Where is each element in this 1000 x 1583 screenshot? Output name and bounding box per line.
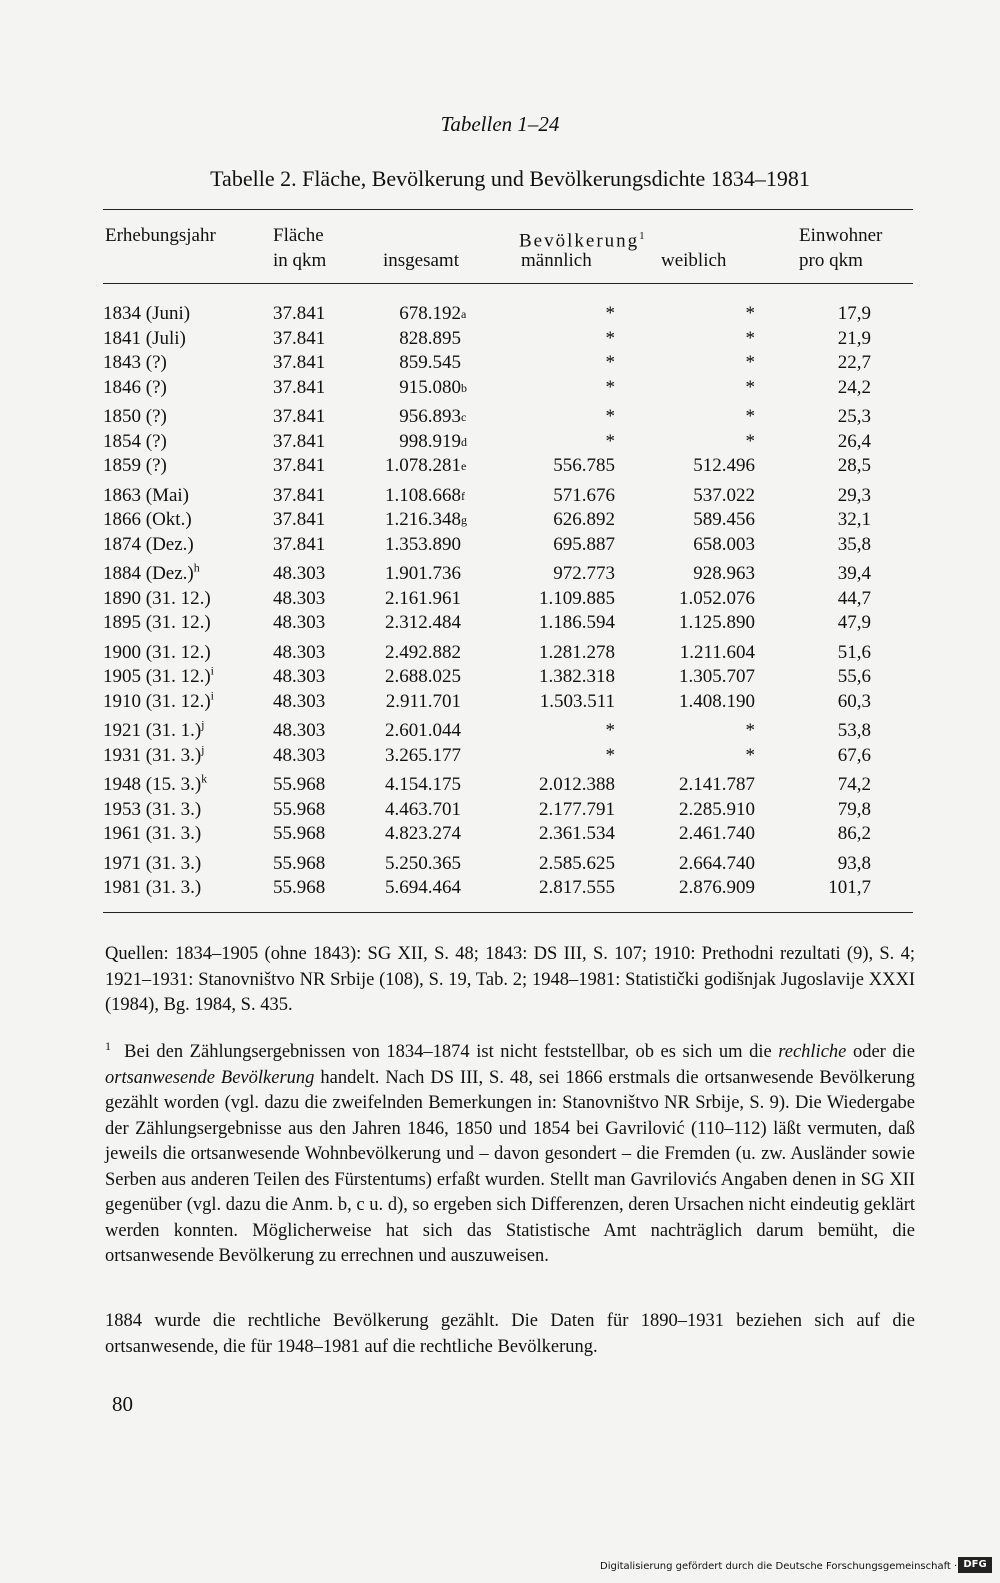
table-header-rule <box>103 283 913 284</box>
cell-year-text: 1859 (?) <box>103 455 167 476</box>
cell-year <box>103 714 273 744</box>
cell-year-text: 1854 (?) <box>103 430 167 452</box>
cell-area: 48.303 <box>273 690 326 712</box>
cell-year-footnote-mark: k <box>201 771 208 786</box>
cell-female: 2.285.910 <box>679 798 755 820</box>
cell-year-footnote-mark: h <box>193 560 200 575</box>
cell-year-text: 1874 (Dez.) <box>103 533 194 555</box>
cell-area: 37.841 <box>273 406 326 427</box>
cell-density: 17,9 <box>837 303 871 324</box>
cell-male: 2.177.791 <box>539 798 615 820</box>
cell-male: * <box>605 406 615 427</box>
cell-total-footnote-mark <box>461 847 481 877</box>
footnote-text-start: Bei den Zählungsergebnissen von 1834–1874 ist nicht feststellbar, ob es sich um die <box>124 1042 779 1062</box>
cell-female: * <box>745 303 755 324</box>
cell-density: 74,2 <box>837 774 871 795</box>
cell-year <box>103 636 273 666</box>
cell-year <box>103 744 273 769</box>
cell-year <box>103 400 273 430</box>
footnote-paragraph-2: 1884 wurde die rechtliche Bevölkerung gezählt. Die Daten für 1890–1931 beziehen sich auf die ortsanwesende, die für 1948–1981 auf die rechtliche Bevölkerung. <box>105 1311 915 1357</box>
cell-year-text: 1895 (31. 12.) <box>103 612 211 633</box>
table-row <box>103 744 871 769</box>
cell-total: 1.901.736 <box>385 563 461 584</box>
cell-area: 48.303 <box>273 612 326 633</box>
table-row <box>103 798 871 823</box>
cell-year-text: 1931 (31. 3.) <box>103 744 202 766</box>
table-row <box>103 876 871 901</box>
cell-total-footnote-mark: b <box>461 380 467 395</box>
cell-year-footnote-mark: j <box>201 742 205 757</box>
cell-male: 2.012.388 <box>539 774 615 795</box>
cell-density: 29,3 <box>837 484 871 506</box>
header-area-line1: Fläche <box>273 225 324 246</box>
cell-total-footnote-mark <box>461 351 481 376</box>
running-head: Tabellen 1–24 <box>440 112 560 136</box>
population-table <box>103 302 871 901</box>
cell-density: 28,5 <box>837 455 871 476</box>
cell-year <box>103 479 273 509</box>
cell-density: 21,9 <box>837 327 871 349</box>
cell-year-text: 1921 (31. 1.) <box>103 720 202 741</box>
cell-density: 25,3 <box>837 406 871 427</box>
cell-year <box>103 798 273 823</box>
cell-female: 512.496 <box>693 455 755 476</box>
cell-female: 658.003 <box>693 533 755 555</box>
cell-area: 37.841 <box>273 327 326 349</box>
cell-total: 1.353.890 <box>385 533 461 555</box>
header-density-line1: Einwohner <box>799 225 883 246</box>
header-total: insgesamt <box>383 250 459 271</box>
cell-total: 4.823.274 <box>385 823 461 844</box>
table-row <box>103 768 871 798</box>
cell-total-footnote-mark <box>461 768 481 798</box>
footnote-italic-rechliche: rechliche <box>778 1042 847 1062</box>
cell-area: 37.841 <box>273 455 326 476</box>
cell-year-text: 1863 (Mai) <box>103 484 190 506</box>
cell-male: * <box>605 430 615 452</box>
cell-total-footnote-mark <box>461 587 481 612</box>
cell-male: 571.676 <box>553 484 615 506</box>
table-row <box>103 611 871 636</box>
cell-density: 22,7 <box>837 352 871 373</box>
cell-area: 48.303 <box>273 563 326 584</box>
cell-total: 859.545 <box>399 352 461 373</box>
cell-total: 1.078.281 <box>385 455 461 476</box>
cell-area: 55.968 <box>273 823 326 844</box>
table-row <box>103 533 871 558</box>
header-male: männlich <box>521 250 592 271</box>
cell-male: 556.785 <box>553 455 615 476</box>
cell-area: 55.968 <box>273 798 326 820</box>
cell-year <box>103 611 273 636</box>
cell-area: 37.841 <box>273 484 326 506</box>
cell-year-text: 1834 (Juni) <box>103 303 191 324</box>
cell-total: 998.919 <box>399 430 461 452</box>
footnote-italic-ortsanwesende: ortsanwesende Bevölkerung <box>105 1067 315 1088</box>
cell-female: * <box>745 744 755 766</box>
cell-density: 26,4 <box>837 430 871 452</box>
cell-year-text: 1953 (31. 3.) <box>103 798 202 820</box>
cell-area: 55.968 <box>273 852 326 874</box>
cell-density: 67,6 <box>837 744 871 766</box>
table-row <box>103 714 871 744</box>
cell-density: 44,7 <box>837 587 871 609</box>
cell-year <box>103 430 273 455</box>
cell-year-text: 1900 (31. 12.) <box>103 641 211 663</box>
cell-density: 79,8 <box>837 798 871 820</box>
cell-male: 626.892 <box>553 509 615 530</box>
digitization-note: Digitalisierung gefördert durch die Deutsche Forschungsgemeinschaft · <box>600 1561 958 1572</box>
cell-male: 2.361.534 <box>539 823 615 844</box>
cell-density: 86,2 <box>837 823 871 844</box>
cell-density: 51,6 <box>837 641 871 663</box>
cell-year-text: 1850 (?) <box>103 406 167 427</box>
cell-male: 1.109.885 <box>539 587 615 609</box>
table-row <box>103 479 871 509</box>
cell-female: * <box>745 430 755 452</box>
cell-year <box>103 847 273 877</box>
cell-year <box>103 876 273 901</box>
cell-female: 1.052.076 <box>679 587 755 609</box>
cell-area: 37.841 <box>273 376 326 398</box>
cell-year-text: 1948 (15. 3.) <box>103 774 202 795</box>
cell-female: 1.305.707 <box>679 666 755 687</box>
cell-total: 2.492.882 <box>385 641 461 663</box>
cell-total: 1.216.348 <box>385 509 461 530</box>
table-row <box>103 557 871 587</box>
table-row <box>103 847 871 877</box>
cell-total-footnote-mark <box>461 636 481 666</box>
cell-year <box>103 302 273 327</box>
cell-female: 2.461.740 <box>679 823 755 844</box>
cell-male: 2.817.555 <box>539 877 615 898</box>
cell-total: 2.911.701 <box>385 690 461 712</box>
cell-male: * <box>605 352 615 373</box>
cell-total-footnote-mark <box>461 611 481 636</box>
cell-total-footnote-mark <box>461 557 481 587</box>
cell-total: 828.895 <box>399 327 461 349</box>
cell-total-footnote-mark <box>461 714 481 744</box>
cell-year <box>103 587 273 612</box>
footnote-mark: 1 <box>105 1038 111 1053</box>
cell-total-footnote-mark <box>461 533 481 558</box>
cell-female: * <box>745 352 755 373</box>
cell-year-text: 1890 (31. 12.) <box>103 587 211 609</box>
table-top-rule <box>103 209 913 210</box>
cell-density: 55,6 <box>837 666 871 687</box>
cell-area: 37.841 <box>273 430 326 452</box>
table-row <box>103 454 871 479</box>
cell-total: 2.688.025 <box>385 666 461 687</box>
cell-total-footnote-mark: e <box>461 459 467 473</box>
cell-area: 48.303 <box>273 587 326 609</box>
cell-male: 1.382.318 <box>539 666 615 687</box>
table-row <box>103 430 871 455</box>
cell-total-footnote-mark: c <box>461 410 467 424</box>
cell-area: 37.841 <box>273 509 326 530</box>
cell-female: 1.211.604 <box>679 641 755 663</box>
header-population-label: Bevölkerung <box>519 230 640 252</box>
cell-density: 39,4 <box>837 563 871 584</box>
cell-male: 1.503.511 <box>539 690 615 712</box>
cell-density: 60,3 <box>837 690 871 712</box>
header-female: weiblich <box>661 250 727 271</box>
header-population-mark: 1 <box>639 230 645 242</box>
cell-female: * <box>745 406 755 427</box>
cell-total: 678.192 <box>399 303 461 324</box>
cell-male: * <box>605 376 615 398</box>
cell-year <box>103 327 273 352</box>
sources-note: Quellen: 1834–1905 (ohne 1843): SG XII, S. 48; 1843: DS III, S. 107; 1910: Prethodni rezultati (9), S. 4; 1921–1931: Stanovništvo NR Srbije (108), S. 19, Tab. 2; 1948–1981: Statistički godišnjak Jugoslavije XXXI (1984), Bg. 1984, S. 435. <box>105 944 915 1015</box>
dfg-logo: DFG <box>958 1557 992 1573</box>
cell-density: 53,8 <box>837 720 871 741</box>
cell-year-text: 1866 (Okt.) <box>103 509 192 530</box>
header-area-line2: in qkm <box>273 250 327 271</box>
cell-density: 35,8 <box>837 533 871 555</box>
cell-male: * <box>605 303 615 324</box>
cell-female: 1.125.890 <box>679 612 755 633</box>
cell-female: 928.963 <box>693 563 755 584</box>
cell-year <box>103 508 273 533</box>
cell-total-footnote-mark: d <box>461 434 467 449</box>
cell-total: 2.312.484 <box>385 612 461 633</box>
cell-year <box>103 376 273 401</box>
cell-density: 32,1 <box>837 509 871 530</box>
cell-female: 2.876.909 <box>679 877 755 898</box>
table-row <box>103 351 871 376</box>
cell-area: 55.968 <box>273 877 326 898</box>
table-row <box>103 376 871 401</box>
cell-year <box>103 454 273 479</box>
cell-female: 537.022 <box>693 484 755 506</box>
cell-total-footnote-mark <box>461 665 481 690</box>
cell-year <box>103 557 273 587</box>
cell-year-text: 1843 (?) <box>103 352 167 373</box>
footnote-1 <box>105 1040 915 1270</box>
cell-year <box>103 351 273 376</box>
cell-area: 37.841 <box>273 533 326 555</box>
table-row <box>103 587 871 612</box>
cell-female: * <box>745 720 755 741</box>
cell-area: 48.303 <box>273 641 326 663</box>
cell-total: 1.108.668 <box>385 484 461 506</box>
cell-area: 48.303 <box>273 744 326 766</box>
cell-total: 956.893 <box>399 406 461 427</box>
cell-total: 3.265.177 <box>385 744 461 766</box>
cell-total-footnote-mark <box>461 744 481 769</box>
cell-year-text: 1981 (31. 3.) <box>103 877 202 898</box>
cell-total-footnote-mark <box>461 822 481 847</box>
cell-year <box>103 665 273 690</box>
cell-total: 4.154.175 <box>385 774 461 795</box>
cell-total: 5.694.464 <box>385 877 461 898</box>
cell-total-footnote-mark <box>461 798 481 823</box>
cell-total-footnote-mark: a <box>461 307 467 321</box>
cell-total-footnote-mark <box>461 876 481 901</box>
cell-year-text: 1846 (?) <box>103 376 167 398</box>
cell-total: 915.080 <box>399 376 461 398</box>
cell-female: 2.664.740 <box>679 852 755 874</box>
cell-total: 5.250.365 <box>385 852 461 874</box>
cell-total-footnote-mark <box>461 690 481 715</box>
table-row <box>103 822 871 847</box>
table-row <box>103 636 871 666</box>
cell-density: 93,8 <box>837 852 871 874</box>
cell-male: 695.887 <box>553 533 615 555</box>
cell-female: 589.456 <box>693 509 755 530</box>
cell-total: 2.601.044 <box>385 720 461 741</box>
table-row <box>103 327 871 352</box>
cell-male: * <box>605 744 615 766</box>
cell-density: 101,7 <box>828 877 871 898</box>
cell-total: 4.463.701 <box>385 798 461 820</box>
cell-area: 55.968 <box>273 774 326 795</box>
cell-total-footnote-mark: g <box>461 513 467 527</box>
cell-year <box>103 822 273 847</box>
cell-male: * <box>605 327 615 349</box>
cell-male: 1.186.594 <box>539 612 615 633</box>
cell-male: 1.281.278 <box>539 641 615 663</box>
cell-density: 24,2 <box>837 376 871 398</box>
page-number: 80 <box>112 1392 133 1416</box>
cell-year <box>103 768 273 798</box>
footnote-text-rest: handelt. Nach DS III, S. 48, sei 1866 erstmals die ortsanwesende Bevölkerung gezählt worden (vgl. dazu die zweifelnden Bemerkungen in: Stanovništvo NR Srbije, S. 9). Die Wiedergabe der Zählungsergebnisse aus den Jahren 1846, 1850 und 1854 bei Gavrilović (110–112) läßt vermuten, daß jeweils die ortsanwesende Wohnbevölkerung und – davon gesondert – die Fremden (u. zw. Ausländer sowie Serben aus anderen Teilen des Fürstentums) erfaßt wurden. Stellt man Gavrilovićs Angaben denen in SG XII gegenüber (vgl. dazu die Anm. b, c u. d), so ergeben sich Differenzen, deren Ursachen nicht eindeutig geklärt werden konnten. Möglicherweise hat sich das Statistische Amt nachträglich darum bemüht, die ortsanwesende Bevölkerung zu errechnen und auszuweisen. <box>105 1067 915 1266</box>
table-bottom-rule <box>103 912 913 913</box>
cell-year-text: 1971 (31. 3.) <box>103 852 202 874</box>
cell-male: 2.585.625 <box>539 852 615 874</box>
table-row <box>103 690 871 715</box>
cell-female: 1.408.190 <box>679 690 755 712</box>
cell-year-text: 1961 (31. 3.) <box>103 823 202 844</box>
cell-area: 48.303 <box>273 666 326 687</box>
header-density-line2: pro qkm <box>799 250 863 271</box>
cell-total: 2.161.961 <box>385 587 461 609</box>
cell-year-text: 1905 (31. 12.) <box>103 666 211 687</box>
cell-female: * <box>745 327 755 349</box>
table-row <box>103 302 871 327</box>
cell-female: 2.141.787 <box>679 774 755 795</box>
cell-total-footnote-mark: f <box>461 488 465 503</box>
cell-total-footnote-mark <box>461 327 481 352</box>
cell-year <box>103 533 273 558</box>
cell-year-text: 1884 (Dez.) <box>103 563 194 584</box>
footnote-text-mid: oder die <box>846 1042 915 1062</box>
cell-year-footnote-mark: i <box>210 688 214 703</box>
cell-male: 972.773 <box>553 563 615 584</box>
table-row <box>103 508 871 533</box>
cell-year-text: 1910 (31. 12.) <box>103 690 211 712</box>
table-row <box>103 400 871 430</box>
cell-year-text: 1841 (Juli) <box>103 327 186 349</box>
cell-area: 48.303 <box>273 720 326 741</box>
table-body <box>103 302 871 901</box>
cell-area: 37.841 <box>273 352 326 373</box>
cell-female: * <box>745 376 755 398</box>
cell-year-footnote-mark: i <box>210 663 214 678</box>
header-year: Erhebungsjahr <box>105 225 216 246</box>
cell-area: 37.841 <box>273 303 326 324</box>
cell-density: 47,9 <box>837 612 871 633</box>
table-title: Tabelle 2. Fläche, Bevölkerung und Bevölkerungsdichte 1834–1981 <box>210 166 810 191</box>
table-row <box>103 665 871 690</box>
cell-year-footnote-mark: j <box>201 717 205 732</box>
cell-male: * <box>605 720 615 741</box>
cell-year <box>103 690 273 715</box>
